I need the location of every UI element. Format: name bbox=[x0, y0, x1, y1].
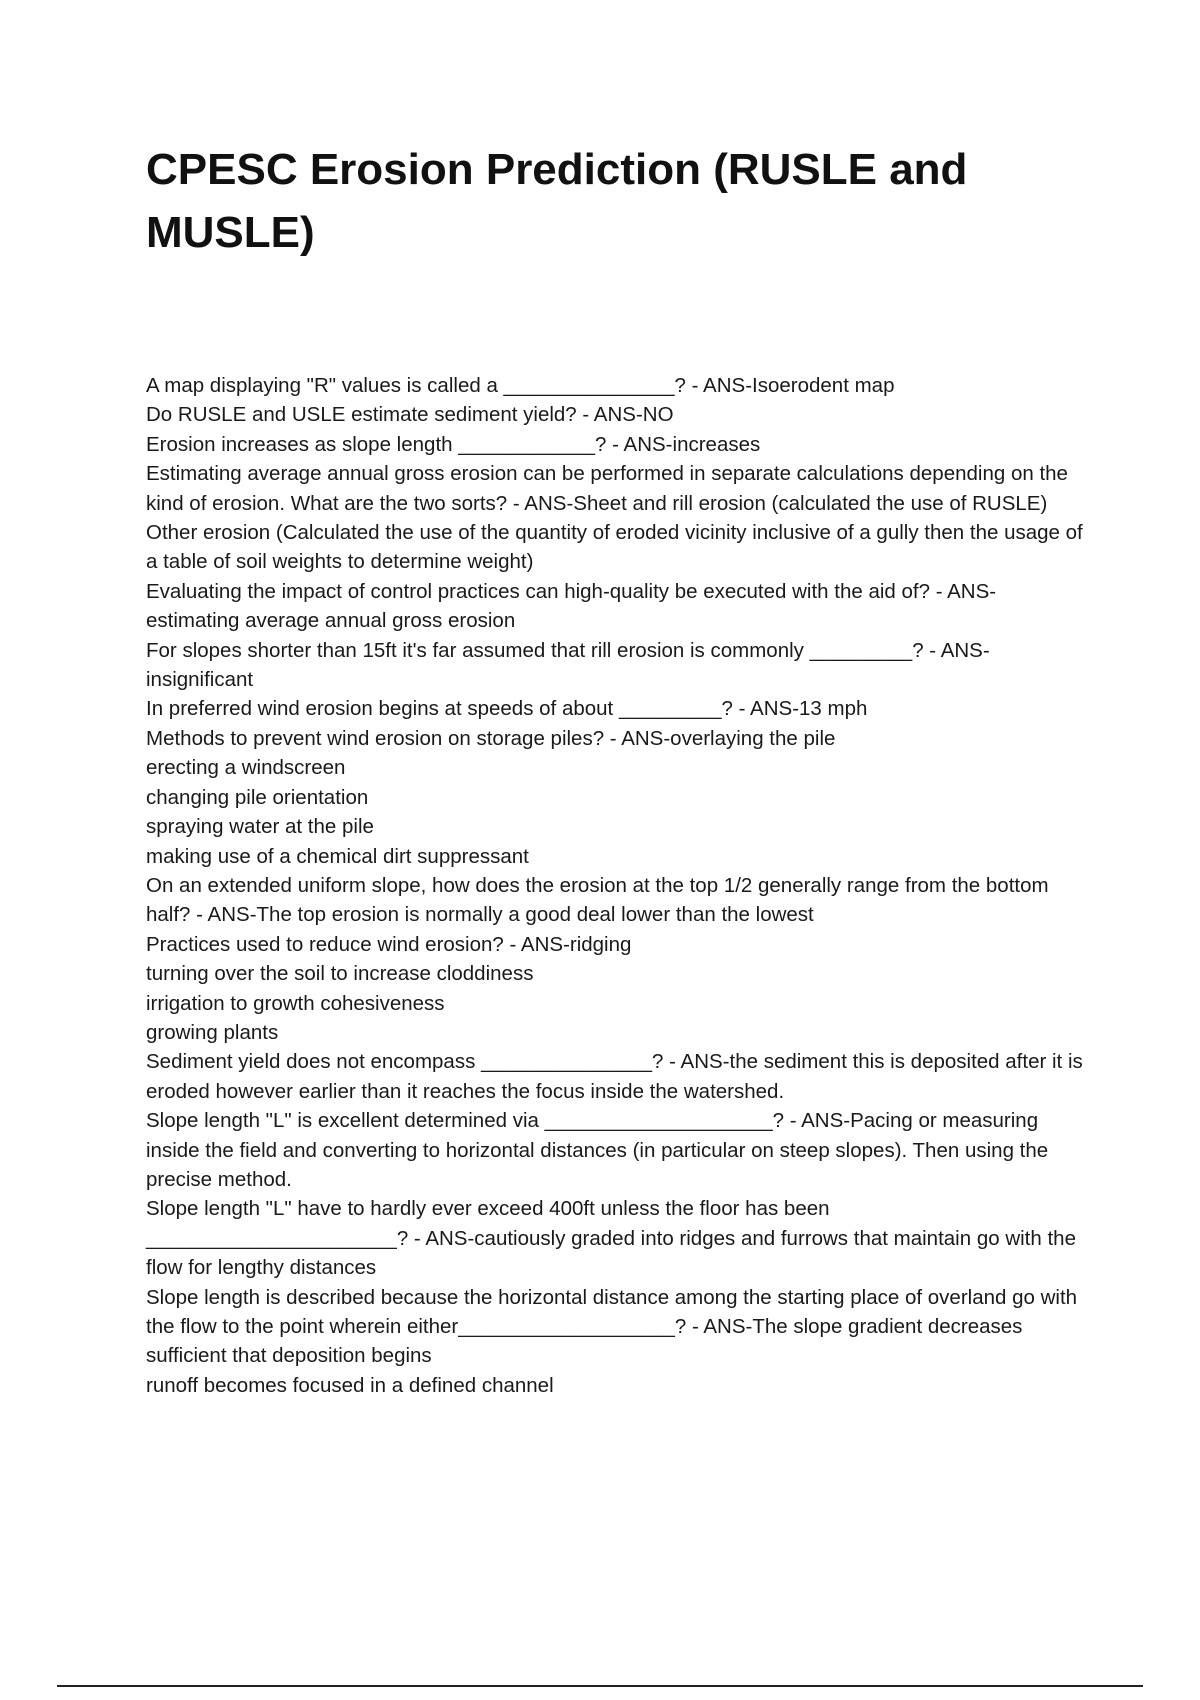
qa-content bbox=[146, 371, 1086, 1400]
qa-line: Practices used to reduce wind erosion? - ANS-ridging bbox=[146, 932, 632, 956]
qa-line: growing plants bbox=[146, 1020, 279, 1044]
qa-line: making use of a chemical dirt suppressant bbox=[146, 844, 529, 868]
qa-line: On an extended uniform slope, how does the erosion at the top 1/2 generally range from the bottom half? - ANS-The top erosion is normally a good deal lower than the lowest bbox=[146, 873, 1049, 927]
qa-line: In preferred wind erosion begins at speeds of about _________? - ANS-13 mph bbox=[146, 697, 868, 721]
qa-line: Slope length "L" is excellent determined via ____________________? - ANS-Pacing or measuring inside the field and converting to horizontal distances (in particular on steep slopes). Then using the precise method. bbox=[146, 1109, 1049, 1191]
qa-line: Sediment yield does not encompass _______________? - ANS-the sediment this is deposited after it is eroded however earlier than it reaches the focus inside the watershed. bbox=[146, 1050, 1083, 1103]
qa-line: Evaluating the impact of control practices can high-quality be executed with the aid of? - ANS-estimating average annual gross erosion bbox=[146, 579, 997, 633]
qa-line: Erosion increases as slope length ____________? - ANS-increases bbox=[146, 432, 761, 456]
qa-line: irrigation to growth cohesiveness bbox=[146, 991, 445, 1015]
qa-line: changing pile orientation bbox=[146, 785, 369, 809]
qa-line: Slope length is described because the horizontal distance among the starting place of overland go with the flow to the point wherein either___________________? - ANS-The slope gradient decreases sufficient that deposition begins bbox=[146, 1285, 1078, 1368]
qa-line: Do RUSLE and USLE estimate sediment yield? - ANS-NO bbox=[146, 403, 674, 427]
qa-line: Methods to prevent wind erosion on storage piles? - ANS-overlaying the pile bbox=[146, 726, 836, 750]
qa-line: For slopes shorter than 15ft it's far assumed that rill erosion is commonly _________? - ANS-insignificant bbox=[146, 638, 990, 692]
qa-line: erecting a windscreen bbox=[146, 756, 346, 780]
qa-line: A map displaying "R" values is called a _______________? - ANS-Isoerodent map bbox=[146, 374, 895, 397]
page-title: CPESC Erosion Prediction (RUSLE and MUSLE) bbox=[146, 145, 968, 257]
qa-line: Slope length "L" have to hardly ever exceed 400ft unless the floor has been ______________________? - ANS-cautiously graded into ridges and furrows that maintain go with the flow for lengthy distances bbox=[146, 1197, 1076, 1280]
qa-line: spraying water at the pile bbox=[146, 815, 374, 839]
qa-line: turning over the soil to increase cloddiness bbox=[146, 962, 534, 986]
qa-line: runoff becomes focused in a defined channel bbox=[146, 1373, 554, 1397]
qa-line: Estimating average annual gross erosion can be performed in separate calculations depending on the kind of erosion. What are the two sorts? - ANS-Sheet and rill erosion (calculated the use of RUSLE) bbox=[146, 462, 1068, 515]
qa-line: Other erosion (Calculated the use of the quantity of eroded vicinity inclusive of a gully then the usage of a table of soil weights to determine weight) bbox=[146, 521, 1083, 574]
footer-divider bbox=[57, 1685, 1143, 1687]
